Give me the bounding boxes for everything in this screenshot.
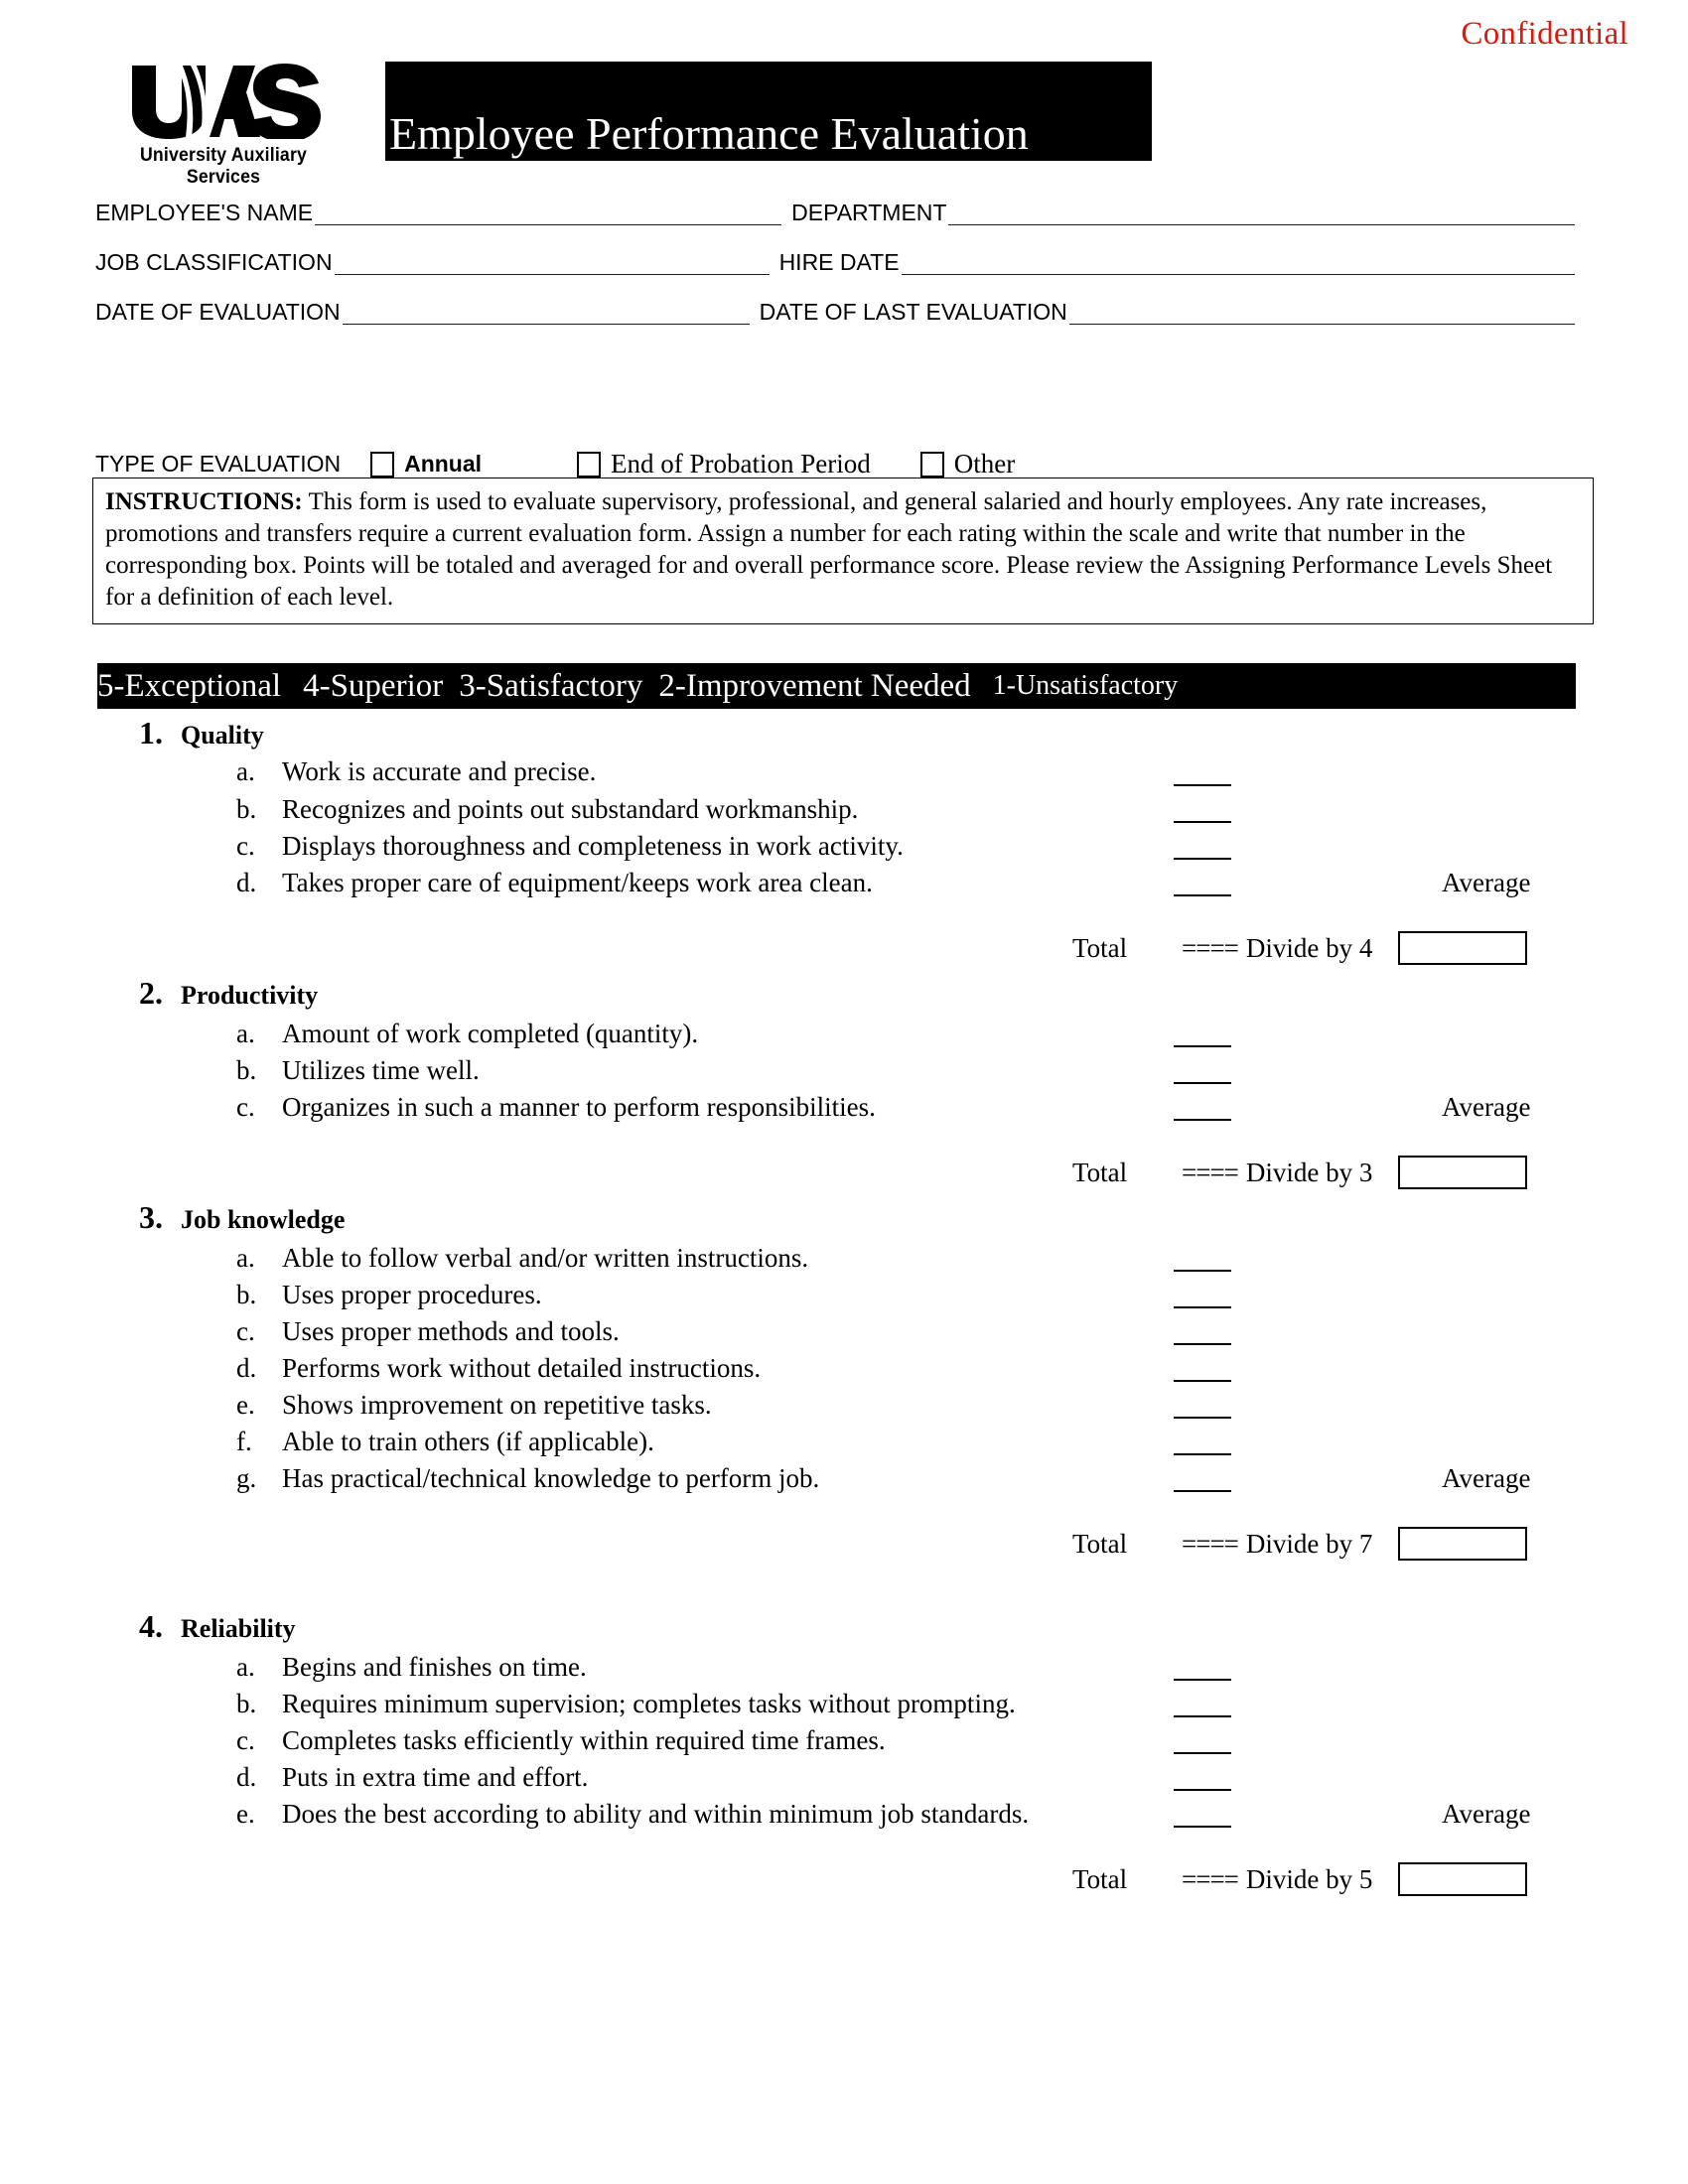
section-productivity-heading xyxy=(139,975,318,1012)
item-row xyxy=(236,1689,1626,1719)
item-letter: f. xyxy=(236,1427,252,1456)
checkbox-end-of-probation-label: End of Probation Period xyxy=(611,449,871,478)
score-input[interactable] xyxy=(1174,1715,1231,1717)
section-quality-title: Quality xyxy=(181,721,264,750)
equals-marks: ==== xyxy=(1182,1157,1238,1187)
score-input[interactable] xyxy=(1174,1306,1231,1308)
divide-by-label: Divide by 4 xyxy=(1245,932,1373,963)
item-text: Begins and finishes on time. xyxy=(282,1652,587,1682)
item-row xyxy=(236,1762,1626,1793)
score-input[interactable] xyxy=(1174,858,1231,860)
item-row xyxy=(236,831,1626,862)
score-input[interactable] xyxy=(1174,1752,1231,1754)
hire-date-input[interactable] xyxy=(902,254,1575,275)
checkbox-other-label: Other xyxy=(953,449,1016,478)
checkbox-annual[interactable] xyxy=(370,452,394,478)
uas-logo-subtitle: University Auxiliary Services xyxy=(139,145,308,188)
item-text: Recognizes and points out substandard workmanship. xyxy=(282,794,859,824)
item-letter: a. xyxy=(236,1652,255,1682)
item-text: Has practical/technical knowledge to perform job. xyxy=(282,1463,820,1493)
item-row xyxy=(236,756,1626,787)
section-quality-heading xyxy=(139,715,264,751)
instructions-box xyxy=(92,478,1594,624)
total-row-quality xyxy=(1072,931,1527,965)
average-score-box[interactable] xyxy=(1398,1527,1527,1561)
item-row xyxy=(236,868,1626,898)
item-row xyxy=(236,1427,1626,1457)
confidential-label: Confidential xyxy=(1461,16,1628,52)
item-letter: c. xyxy=(236,1725,255,1755)
item-text: Work is accurate and precise. xyxy=(282,756,597,786)
item-text: Takes proper care of equipment/keeps work area clean. xyxy=(282,868,873,897)
section-job-knowledge-heading xyxy=(139,1199,345,1236)
divide-by-label: Divide by 7 xyxy=(1245,1528,1373,1559)
section-job-knowledge-number: 3. xyxy=(139,1199,163,1235)
section-productivity-title: Productivity xyxy=(181,981,319,1010)
score-input[interactable] xyxy=(1174,1417,1231,1419)
date-of-last-evaluation-label: DATE OF LAST EVALUATION xyxy=(759,299,1067,325)
item-text: Shows improvement on repetitive tasks. xyxy=(282,1390,712,1420)
item-row xyxy=(236,1725,1626,1756)
total-label: Total xyxy=(1072,1528,1128,1559)
item-text: Performs work without detailed instructions. xyxy=(282,1353,762,1383)
item-letter: d. xyxy=(236,1353,257,1383)
item-row xyxy=(236,1353,1626,1384)
page-title: Employee Performance Evaluation xyxy=(389,108,1029,159)
item-row xyxy=(236,1019,1626,1049)
score-input[interactable] xyxy=(1174,1270,1231,1272)
item-text: Requires minimum supervision; completes tasks without prompting. xyxy=(282,1689,1016,1718)
average-label: Average xyxy=(1442,868,1531,897)
job-classification-label: JOB CLASSIFICATION xyxy=(95,249,333,275)
section-reliability-heading xyxy=(139,1608,296,1645)
item-text: Uses proper methods and tools. xyxy=(282,1316,620,1346)
score-input[interactable] xyxy=(1174,1045,1231,1047)
item-letter: a. xyxy=(236,1019,255,1048)
uas-logo xyxy=(99,62,348,189)
item-letter: g. xyxy=(236,1463,257,1493)
total-row-productivity xyxy=(1072,1156,1527,1189)
score-input[interactable] xyxy=(1174,1343,1231,1345)
department-input[interactable] xyxy=(948,205,1575,225)
score-input[interactable] xyxy=(1174,1453,1231,1455)
score-input[interactable] xyxy=(1174,1789,1231,1791)
date-of-evaluation-input[interactable] xyxy=(343,304,750,325)
score-input[interactable] xyxy=(1174,1082,1231,1084)
item-letter: b. xyxy=(236,1280,257,1309)
equals-marks: ==== xyxy=(1182,1528,1238,1559)
item-row xyxy=(236,1280,1626,1310)
score-input[interactable] xyxy=(1174,894,1231,896)
employee-name-input[interactable] xyxy=(315,205,781,225)
checkbox-annual-label: Annual xyxy=(404,451,483,477)
section-quality-number: 1. xyxy=(139,715,163,751)
employee-name-row xyxy=(95,201,1585,225)
item-letter: a. xyxy=(236,756,255,786)
scale-4-superior: 4-Superior xyxy=(303,667,444,704)
date-of-evaluation-label: DATE OF EVALUATION xyxy=(95,299,341,325)
item-text: Does the best according to ability and within minimum job standards. xyxy=(282,1799,1030,1829)
item-row xyxy=(236,1652,1626,1683)
item-text: Completes tasks efficiently within required time frames. xyxy=(282,1725,886,1755)
department-label: DEPARTMENT xyxy=(791,200,947,225)
item-text: Puts in extra time and effort. xyxy=(282,1762,589,1792)
item-letter: e. xyxy=(236,1390,255,1420)
section-reliability-number: 4. xyxy=(139,1608,163,1644)
instructions-heading: INSTRUCTIONS: xyxy=(105,488,303,515)
item-row xyxy=(236,1092,1626,1123)
average-label: Average xyxy=(1442,1463,1531,1493)
item-row xyxy=(236,794,1626,825)
item-letter: b. xyxy=(236,1055,257,1085)
type-of-evaluation-label: TYPE OF EVALUATION xyxy=(95,451,342,477)
employee-name-label: EMPLOYEE'S NAME xyxy=(95,200,314,225)
average-label: Average xyxy=(1442,1092,1531,1122)
date-of-last-evaluation-input[interactable] xyxy=(1069,304,1575,325)
score-input[interactable] xyxy=(1174,1679,1231,1681)
item-text: Utilizes time well. xyxy=(282,1055,480,1085)
job-classification-row xyxy=(95,250,1585,275)
item-row xyxy=(236,1243,1626,1274)
item-text: Displays thoroughness and completeness in work activity. xyxy=(282,831,904,861)
date-of-evaluation-row xyxy=(95,300,1585,325)
item-row xyxy=(236,1463,1626,1494)
item-letter: c. xyxy=(236,1092,255,1122)
hire-date-label: HIRE DATE xyxy=(778,249,900,275)
item-text: Able to follow verbal and/or written instructions. xyxy=(282,1243,809,1273)
score-input[interactable] xyxy=(1174,1826,1231,1828)
item-letter: c. xyxy=(236,831,255,861)
total-label: Total xyxy=(1072,1863,1128,1894)
score-input[interactable] xyxy=(1174,1490,1231,1492)
item-letter: e. xyxy=(236,1799,255,1829)
rating-scale-bar xyxy=(97,663,1576,709)
scale-5-exceptional: 5-Exceptional xyxy=(97,667,282,704)
item-text: Amount of work completed (quantity). xyxy=(282,1019,699,1048)
instructions-body: This form is used to evaluate supervisory, professional, and general salaried and hourly employees. Any rate increases, promotions and transfers require a current evaluation form. Assign a number for each rating within the scale and write that number in the corresponding box. Points will be totaled and averaged for and overall performance score. Please review the Assigning Performance Levels Sheet for a definition of each level. xyxy=(105,488,1553,611)
item-row xyxy=(236,1055,1626,1086)
score-input[interactable] xyxy=(1174,784,1231,786)
total-label: Total xyxy=(1072,932,1128,963)
total-row-job-knowledge xyxy=(1072,1527,1527,1561)
item-row xyxy=(236,1390,1626,1421)
equals-marks: ==== xyxy=(1182,1863,1238,1894)
section-job-knowledge-title: Job knowledge xyxy=(181,1205,346,1234)
item-letter: d. xyxy=(236,868,257,897)
section-reliability-title: Reliability xyxy=(181,1614,296,1643)
item-text: Organizes in such a manner to perform responsibilities. xyxy=(282,1092,876,1122)
checkbox-end-of-probation[interactable] xyxy=(577,452,601,478)
scale-3-satisfactory: 3-Satisfactory xyxy=(459,667,643,704)
item-letter: d. xyxy=(236,1762,257,1792)
item-letter: b. xyxy=(236,794,257,824)
item-row xyxy=(236,1799,1626,1830)
average-score-box[interactable] xyxy=(1398,931,1527,965)
item-letter: a. xyxy=(236,1243,255,1273)
score-input[interactable] xyxy=(1174,1119,1231,1121)
section-productivity-number: 2. xyxy=(139,975,163,1011)
item-letter: c. xyxy=(236,1316,255,1346)
total-row-reliability xyxy=(1072,1862,1527,1896)
item-text: Uses proper procedures. xyxy=(282,1280,542,1309)
equals-marks: ==== xyxy=(1182,932,1238,963)
score-input[interactable] xyxy=(1174,821,1231,823)
total-label: Total xyxy=(1072,1157,1128,1187)
checkbox-other[interactable] xyxy=(920,452,944,478)
average-score-box[interactable] xyxy=(1398,1862,1527,1896)
uas-logo-mark xyxy=(124,62,323,139)
item-row xyxy=(236,1316,1626,1347)
item-letter: b. xyxy=(236,1689,257,1718)
scale-1-unsatisfactory: 1-Unsatisfactory xyxy=(992,670,1179,701)
item-text: Able to train others (if applicable). xyxy=(282,1427,654,1456)
divide-by-label: Divide by 5 xyxy=(1245,1863,1373,1894)
score-input[interactable] xyxy=(1174,1380,1231,1382)
job-classification-input[interactable] xyxy=(335,254,770,275)
type-of-evaluation-row xyxy=(95,449,1545,479)
divide-by-label: Divide by 3 xyxy=(1245,1157,1373,1187)
average-score-box[interactable] xyxy=(1398,1156,1527,1189)
scale-2-improvement-needed: 2-Improvement Needed xyxy=(658,667,971,704)
average-label: Average xyxy=(1442,1799,1531,1829)
